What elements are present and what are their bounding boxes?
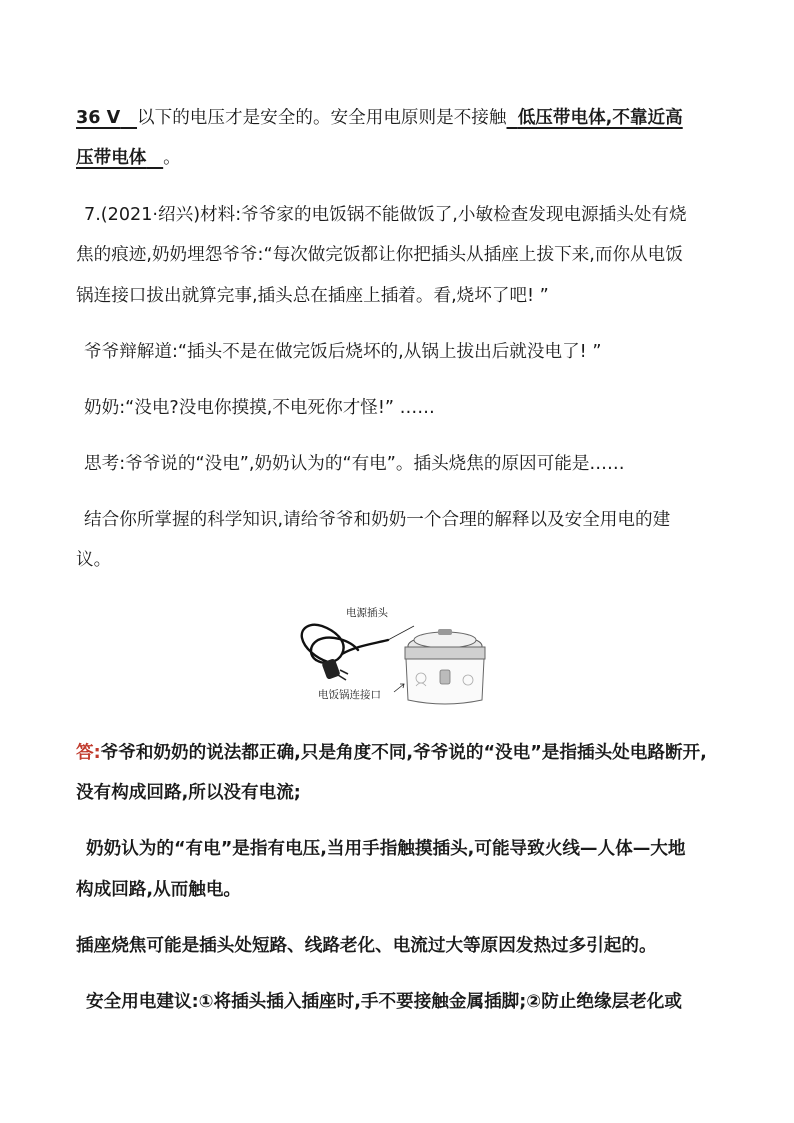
task-line-2: 议。 <box>76 550 112 570</box>
answer-line-5: 插座烧焦可能是插头处短路、线路老化、电流过大等原因发热过多引起的。 <box>76 936 657 956</box>
power-cord-illustration <box>302 625 388 663</box>
answer-blank-voltage: 36 V <box>76 108 121 128</box>
rice-cooker-figure <box>296 600 502 710</box>
answer-line-1 <box>76 741 707 765</box>
answer-line-2: 没有构成回路,所以没有电流; <box>76 783 301 803</box>
question-line-3: 锅连接口拔出就算完事,插头总在插座上插着。看,烧坏了吧! ” <box>76 286 549 306</box>
answer-blank-principle-cont: 压带电体 <box>76 148 147 168</box>
task-line-1: 结合你所掌握的科学知识,请给爷爷和奶奶一个合理的解释以及安全用电的建 <box>84 510 671 530</box>
answer-line-4: 构成回路,从而触电。 <box>76 880 242 900</box>
answer-line-6: 安全用电建议:①将插头插入插座时,手不要接触金属插脚;②防止绝缘层老化或 <box>86 992 682 1012</box>
question-line-1: 7.(2021·绍兴)材料:爷爷家的电饭锅不能做饭了,小敏检查发现电源插头处有烧 <box>84 205 687 225</box>
grandma-quote: 奶奶:“没电?没电你摸摸,不电死你才怪!” …… <box>84 398 435 418</box>
fill-blank-line-1 <box>76 106 683 130</box>
think-line: 思考:爷爷说的“没电”,奶奶认为的“有电”。插头烧焦的原因可能是…… <box>84 454 625 474</box>
answer-line-3: 奶奶认为的“有电”是指有电压,当用手指触摸插头,可能导致火线—人体—大地 <box>86 839 686 859</box>
answer-prefix: 答: <box>76 743 101 763</box>
grandpa-quote: 爷爷辩解道:“插头不是在做完饭后烧坏的,从锅上拔出后就没电了! ” <box>84 342 602 362</box>
period: 。 <box>163 148 181 168</box>
statement-text: 以下的电压才是安全的。安全用电原则是不接触 <box>137 108 507 128</box>
label-power-plug: 电源插头 <box>346 607 388 619</box>
answer-blank-principle: 低压带电体,不靠近高 <box>517 108 683 128</box>
answer-text-1: 爷爷和奶奶的说法都正确,只是角度不同,爷爷说的“没电”是指插头处电路断开, <box>100 743 707 763</box>
fill-blank-line-2 <box>76 146 181 170</box>
question-line-2: 焦的痕迹,奶奶埋怨爷爷:“每次做完饭都让你把插头从插座上拔下来,而你从电饭 <box>76 245 683 265</box>
rice-cooker-illustration <box>405 629 485 704</box>
label-cooker-port: 电饭锅连接口 <box>318 689 381 701</box>
